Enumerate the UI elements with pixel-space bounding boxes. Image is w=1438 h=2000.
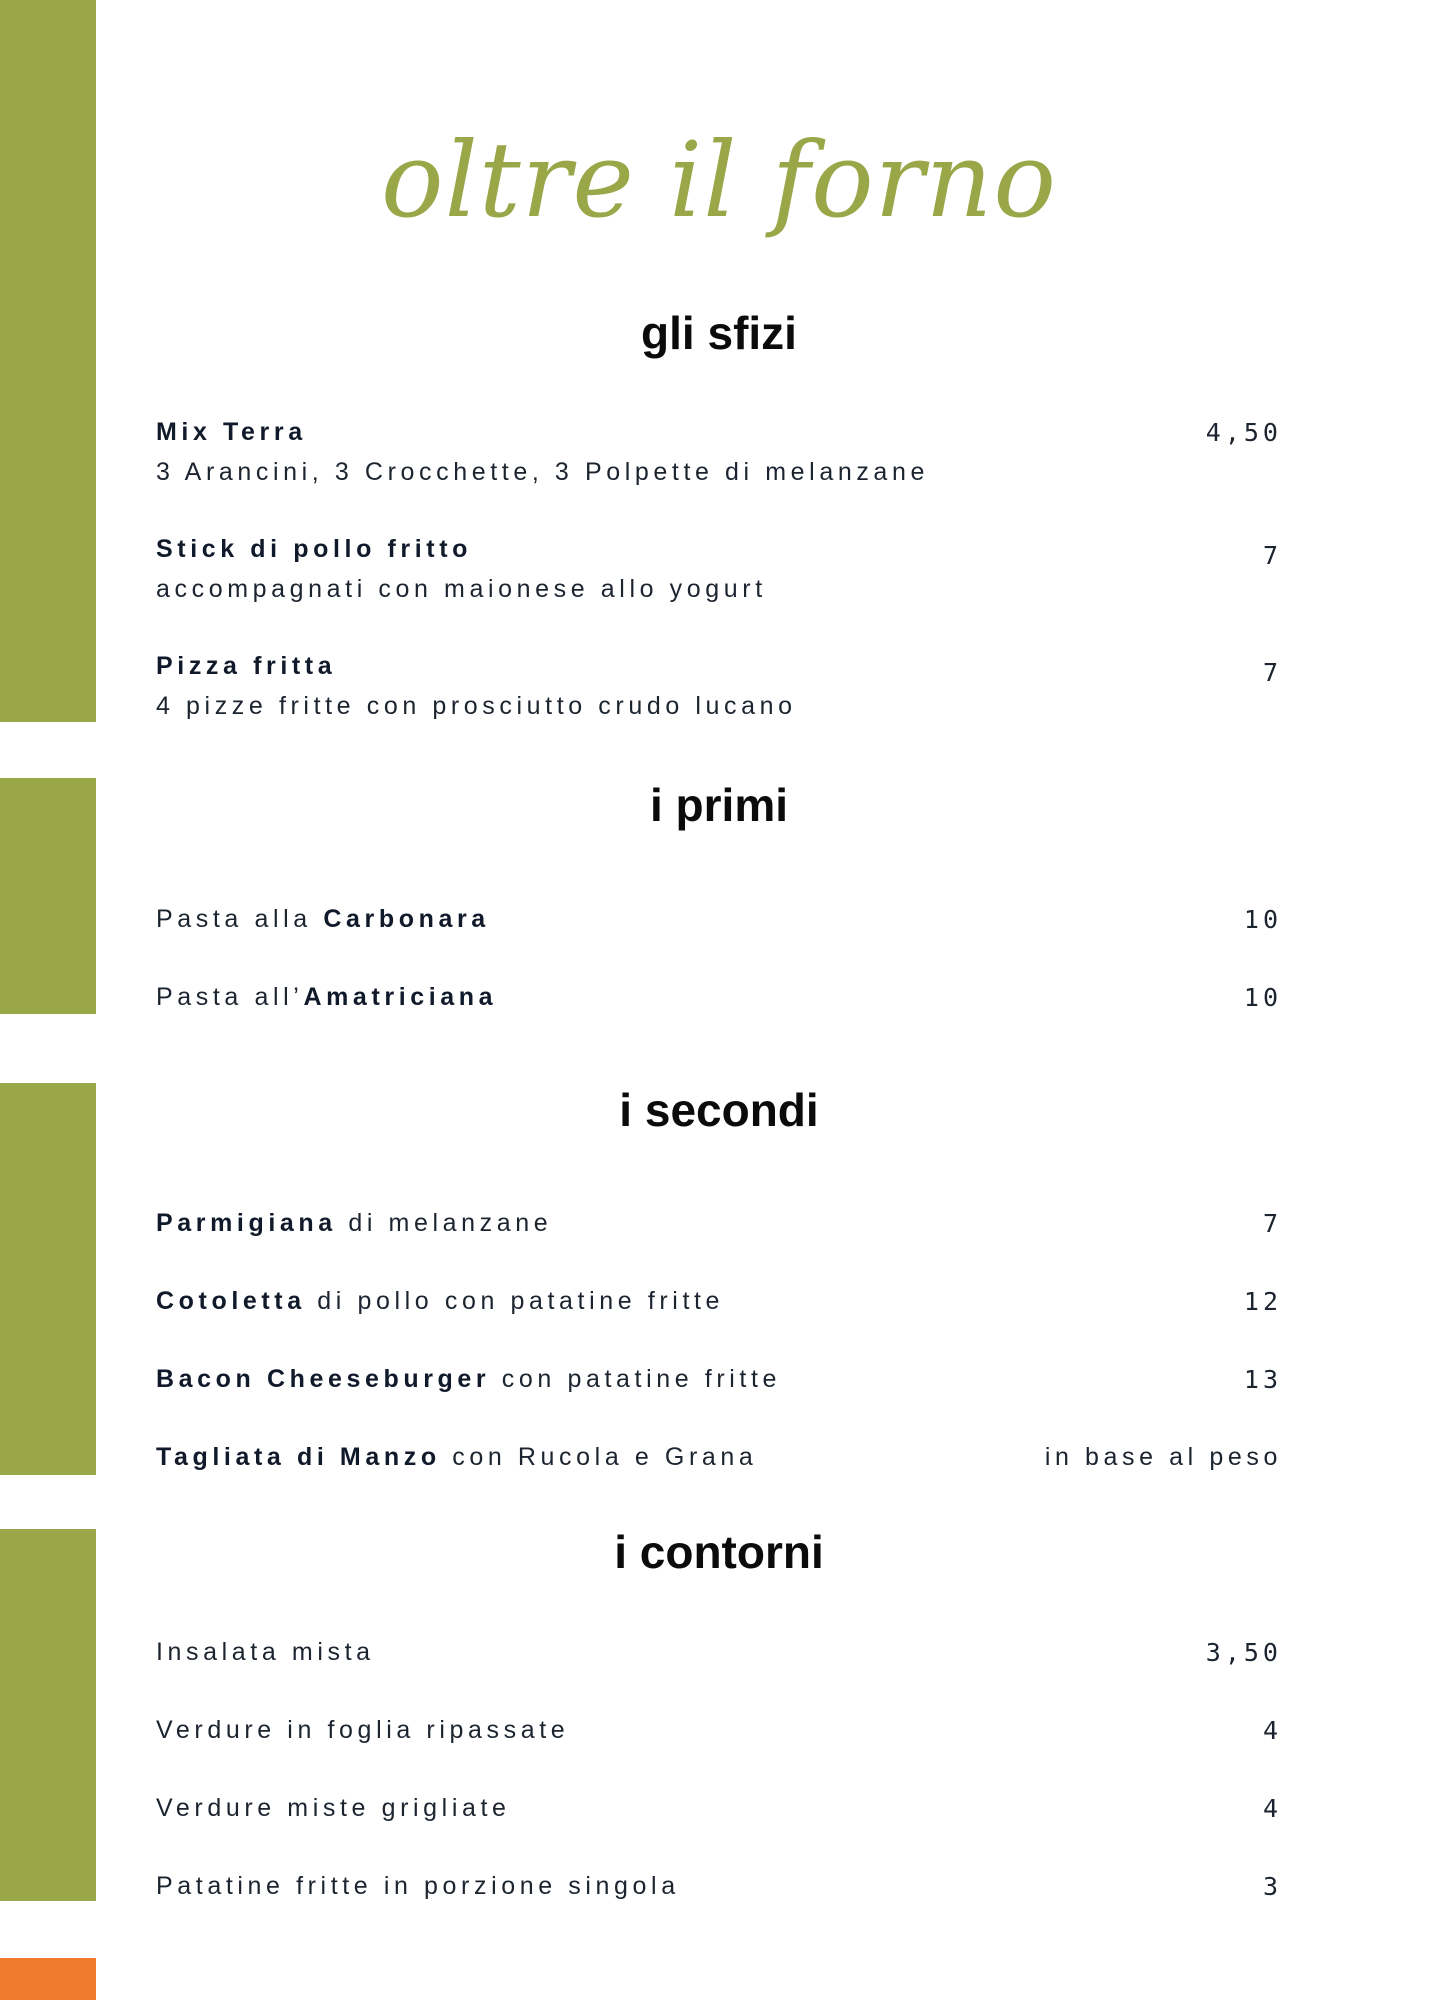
item-name-highlight: Bacon Cheeseburger (156, 1365, 491, 1393)
item-name: Stick di pollo fritto (156, 535, 473, 563)
item-name: Insalata mista (156, 1638, 375, 1666)
item-name: Mix Terra (156, 418, 307, 446)
item-name: Verdure in foglia ripassate (156, 1716, 570, 1744)
item-name (156, 1289, 724, 1314)
section-title-secondi: i secondi (619, 1084, 819, 1136)
section-title-contorni: i contorni (614, 1526, 824, 1578)
item-description: 4 pizze fritte con prosciutto crudo lucano (156, 692, 797, 720)
item-price: 7 (1262, 1209, 1282, 1238)
item-name (156, 1367, 781, 1392)
item-name: Verdure miste grigliate (156, 1794, 511, 1822)
item-description: 3 Arancini, 3 Crocchette, 3 Polpette di melanzane (156, 458, 929, 486)
side-bar-3 (0, 1083, 96, 1475)
item-name-highlight: Tagliata di Manzo (156, 1443, 441, 1471)
item-price: 10 (1243, 905, 1282, 934)
item-name-suffix: di melanzane (336, 1209, 553, 1237)
item-name-prefix: Pasta alla (156, 905, 324, 933)
item-name-highlight: Amatriciana (303, 983, 498, 1011)
item-name-suffix: di pollo con patatine fritte (305, 1287, 725, 1315)
item-name-prefix: Pasta all’ (156, 983, 304, 1011)
item-price: in base al peso (1044, 1443, 1282, 1471)
side-bar-1 (0, 0, 96, 722)
item-name (156, 1445, 757, 1470)
item-name-suffix: con patatine fritte (490, 1365, 781, 1393)
item-price: 13 (1243, 1365, 1282, 1394)
item-price: 4 (1262, 1716, 1282, 1745)
item-name: Pizza fritta (156, 652, 337, 680)
side-bar-4 (0, 1529, 96, 1901)
side-bar-orange (0, 1958, 96, 2000)
section-title-primi: i primi (649, 779, 789, 831)
item-name (156, 1211, 552, 1236)
item-price: 4 (1262, 1794, 1282, 1823)
item-price: 3 (1262, 1872, 1282, 1901)
item-name-highlight: Parmigiana (156, 1209, 337, 1237)
item-price: 12 (1243, 1287, 1282, 1316)
item-name (156, 907, 490, 932)
section-title-sfizi: gli sfizi (641, 307, 797, 359)
item-price: 7 (1262, 541, 1282, 570)
item-name-highlight: Cotoletta (156, 1287, 306, 1315)
item-price: 4,50 (1205, 418, 1282, 447)
item-price: 7 (1262, 658, 1282, 687)
item-name-highlight: Carbonara (323, 905, 490, 933)
item-name (156, 985, 497, 1010)
item-name-suffix: con Rucola e Grana (440, 1443, 758, 1471)
item-description: accompagnati con maionese allo yogurt (156, 575, 767, 603)
item-price: 10 (1243, 983, 1282, 1012)
menu-title: oltre il forno (381, 119, 1057, 241)
item-name: Patatine fritte in porzione singola (156, 1872, 680, 1900)
item-price: 3,50 (1205, 1638, 1282, 1667)
